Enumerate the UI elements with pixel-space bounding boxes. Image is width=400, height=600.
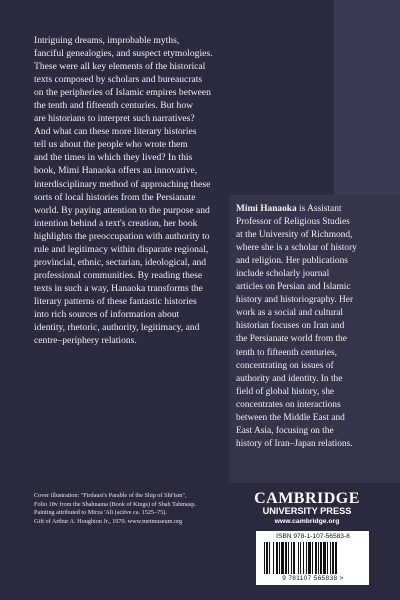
barcode-bar [308,542,311,574]
barcode-bar [332,542,334,574]
publisher-subtitle: UNIVERSITY PRESS [262,506,352,516]
blurb-line: provincial, ethnic, sectarian, ideological, and [34,256,207,268]
barcode-bar [318,542,319,574]
blurb-line: are historians to interpret such narratives? [34,113,195,125]
blurb-line: into rich sources of information about [34,308,180,320]
barcode-bar [276,542,278,574]
barcode-bar [281,542,284,574]
bio-line: Professor of Religious Studies [236,217,350,228]
bio-line: concentrates on interactions [236,399,341,410]
bio-line: between the Middle East and [236,412,345,423]
bio-line: articles on Persian and Islamic [236,282,351,293]
bio-line: history and historiography. Her [236,295,354,306]
bio-line: concentrating on issues of [236,360,334,371]
barcode-bar [323,542,326,574]
barcode-bar [266,542,268,574]
barcode-bar [298,542,299,574]
bio-line: historian focuses on Iran and [236,321,345,332]
barcode-bars [264,542,361,574]
barcode-bar [303,542,304,574]
blurb-line: Intriguing dreams, improbable myths, [34,35,180,46]
credit-line: Folio 18v from the Shahnama (Book of Kings) of Shah Tahmasp. [34,500,196,508]
blurb-line: tell us about the people who wrote them [34,139,188,151]
blurb-line: sorts of local histories from the Persianate [34,191,196,203]
blurb-line: intention behind a text's creation, her book [34,217,198,229]
barcode-bar [300,542,301,574]
barcode-bar [327,542,328,574]
blurb-line: professional communities. By reading these [34,269,203,281]
bio-line: at the University of Richmond, [236,230,353,241]
bio-first-line [236,203,394,216]
bio-line: the Persianate world from the [236,334,347,345]
publisher-name: CAMBRIDGE [254,490,360,507]
barcode-bar [293,542,295,574]
author-name: Mimi Hanaoka [236,204,297,214]
publisher-logo [247,491,367,527]
bio-line: field of global history, she [236,386,335,397]
author-bio [236,203,394,451]
blurb-line: and the times in which they lived? In this [34,152,193,164]
blurb-line: And what can these more literary histories [34,126,197,138]
credit-line: Gift of Arthur A. Houghton Jr., 1970. www.metmuseum.org [34,518,183,526]
blurb-line: rule and legitimacy within disparate regional, [34,243,209,255]
barcode-bar [312,542,313,574]
blurb-line: texts composed by scholars and bureaucrats [34,74,203,86]
isbn-label: ISBN 978-1-107-56583-8 [276,533,350,540]
blurb-line: the tenth and fifteenth centuries. But how [34,100,194,112]
bio-line: and religion. Her publications [236,256,348,267]
publisher-url: www.cambridge.org [274,518,340,525]
barcode-bar [291,542,292,574]
barcode-bar [335,542,337,574]
barcode-bar [320,542,322,574]
blurb-line: world. By paying attention to the purpose and [34,204,210,216]
blurb-line: literary patterns of these fantastic histories [34,295,197,307]
blurb-line: These were all key elements of the historical [34,61,206,73]
blurb-line: texts in such a way, Hanaoka transforms the [34,282,203,294]
bio-line: history of Iran–Japan relations. [236,438,353,449]
barcode-bar [264,542,265,574]
barcode-bar [288,542,289,574]
blurb-line: fanciful genealogies, and suspect etymologies. [34,48,213,60]
barcode-digits: 9 781107 565838 > [282,575,344,582]
bio-first-line-text: is Assistant [296,204,342,214]
credit-line: Cover illustration: "Firdausi's Parable of the Ship of Shi'ism", [34,492,187,499]
barcode-bar [306,542,307,574]
barcode-bar [285,542,287,574]
bio-line: work as a social and cultural [236,308,343,319]
barcode-bar [315,542,317,574]
barcode-bar [330,542,331,574]
cover-illustration-credit [34,492,239,527]
bio-line: include scholarly journal [236,269,330,280]
bio-line: where she is a scholar of history [236,243,357,254]
bio-line: East Asia, focusing on the [236,425,334,436]
barcode-bar [279,542,280,574]
bio-line: authority and identity. In the [236,373,343,384]
bio-line: tenth to fifteenth centuries, [236,347,338,358]
blurb-line: centre–periphery relations. [34,335,137,347]
isbn-barcode [256,531,369,585]
blurb-line: highlights the preoccupation with authority to [34,230,210,242]
blurb-line: on the peripheries of Islamic empires between [34,87,211,99]
blurb-line: book, Mimi Hanaoka offers an innovative, [34,165,198,177]
blurb-line: interdisciplinary method of approaching these [34,178,211,190]
barcode-bar [269,542,270,574]
blurb-line: identity, rhetoric, authority, legitimacy, and [34,322,200,334]
barcode-bar [273,542,274,574]
credit-line: Painting attributed to Mirza 'Ali (active ca. 1525–75). [34,509,167,517]
